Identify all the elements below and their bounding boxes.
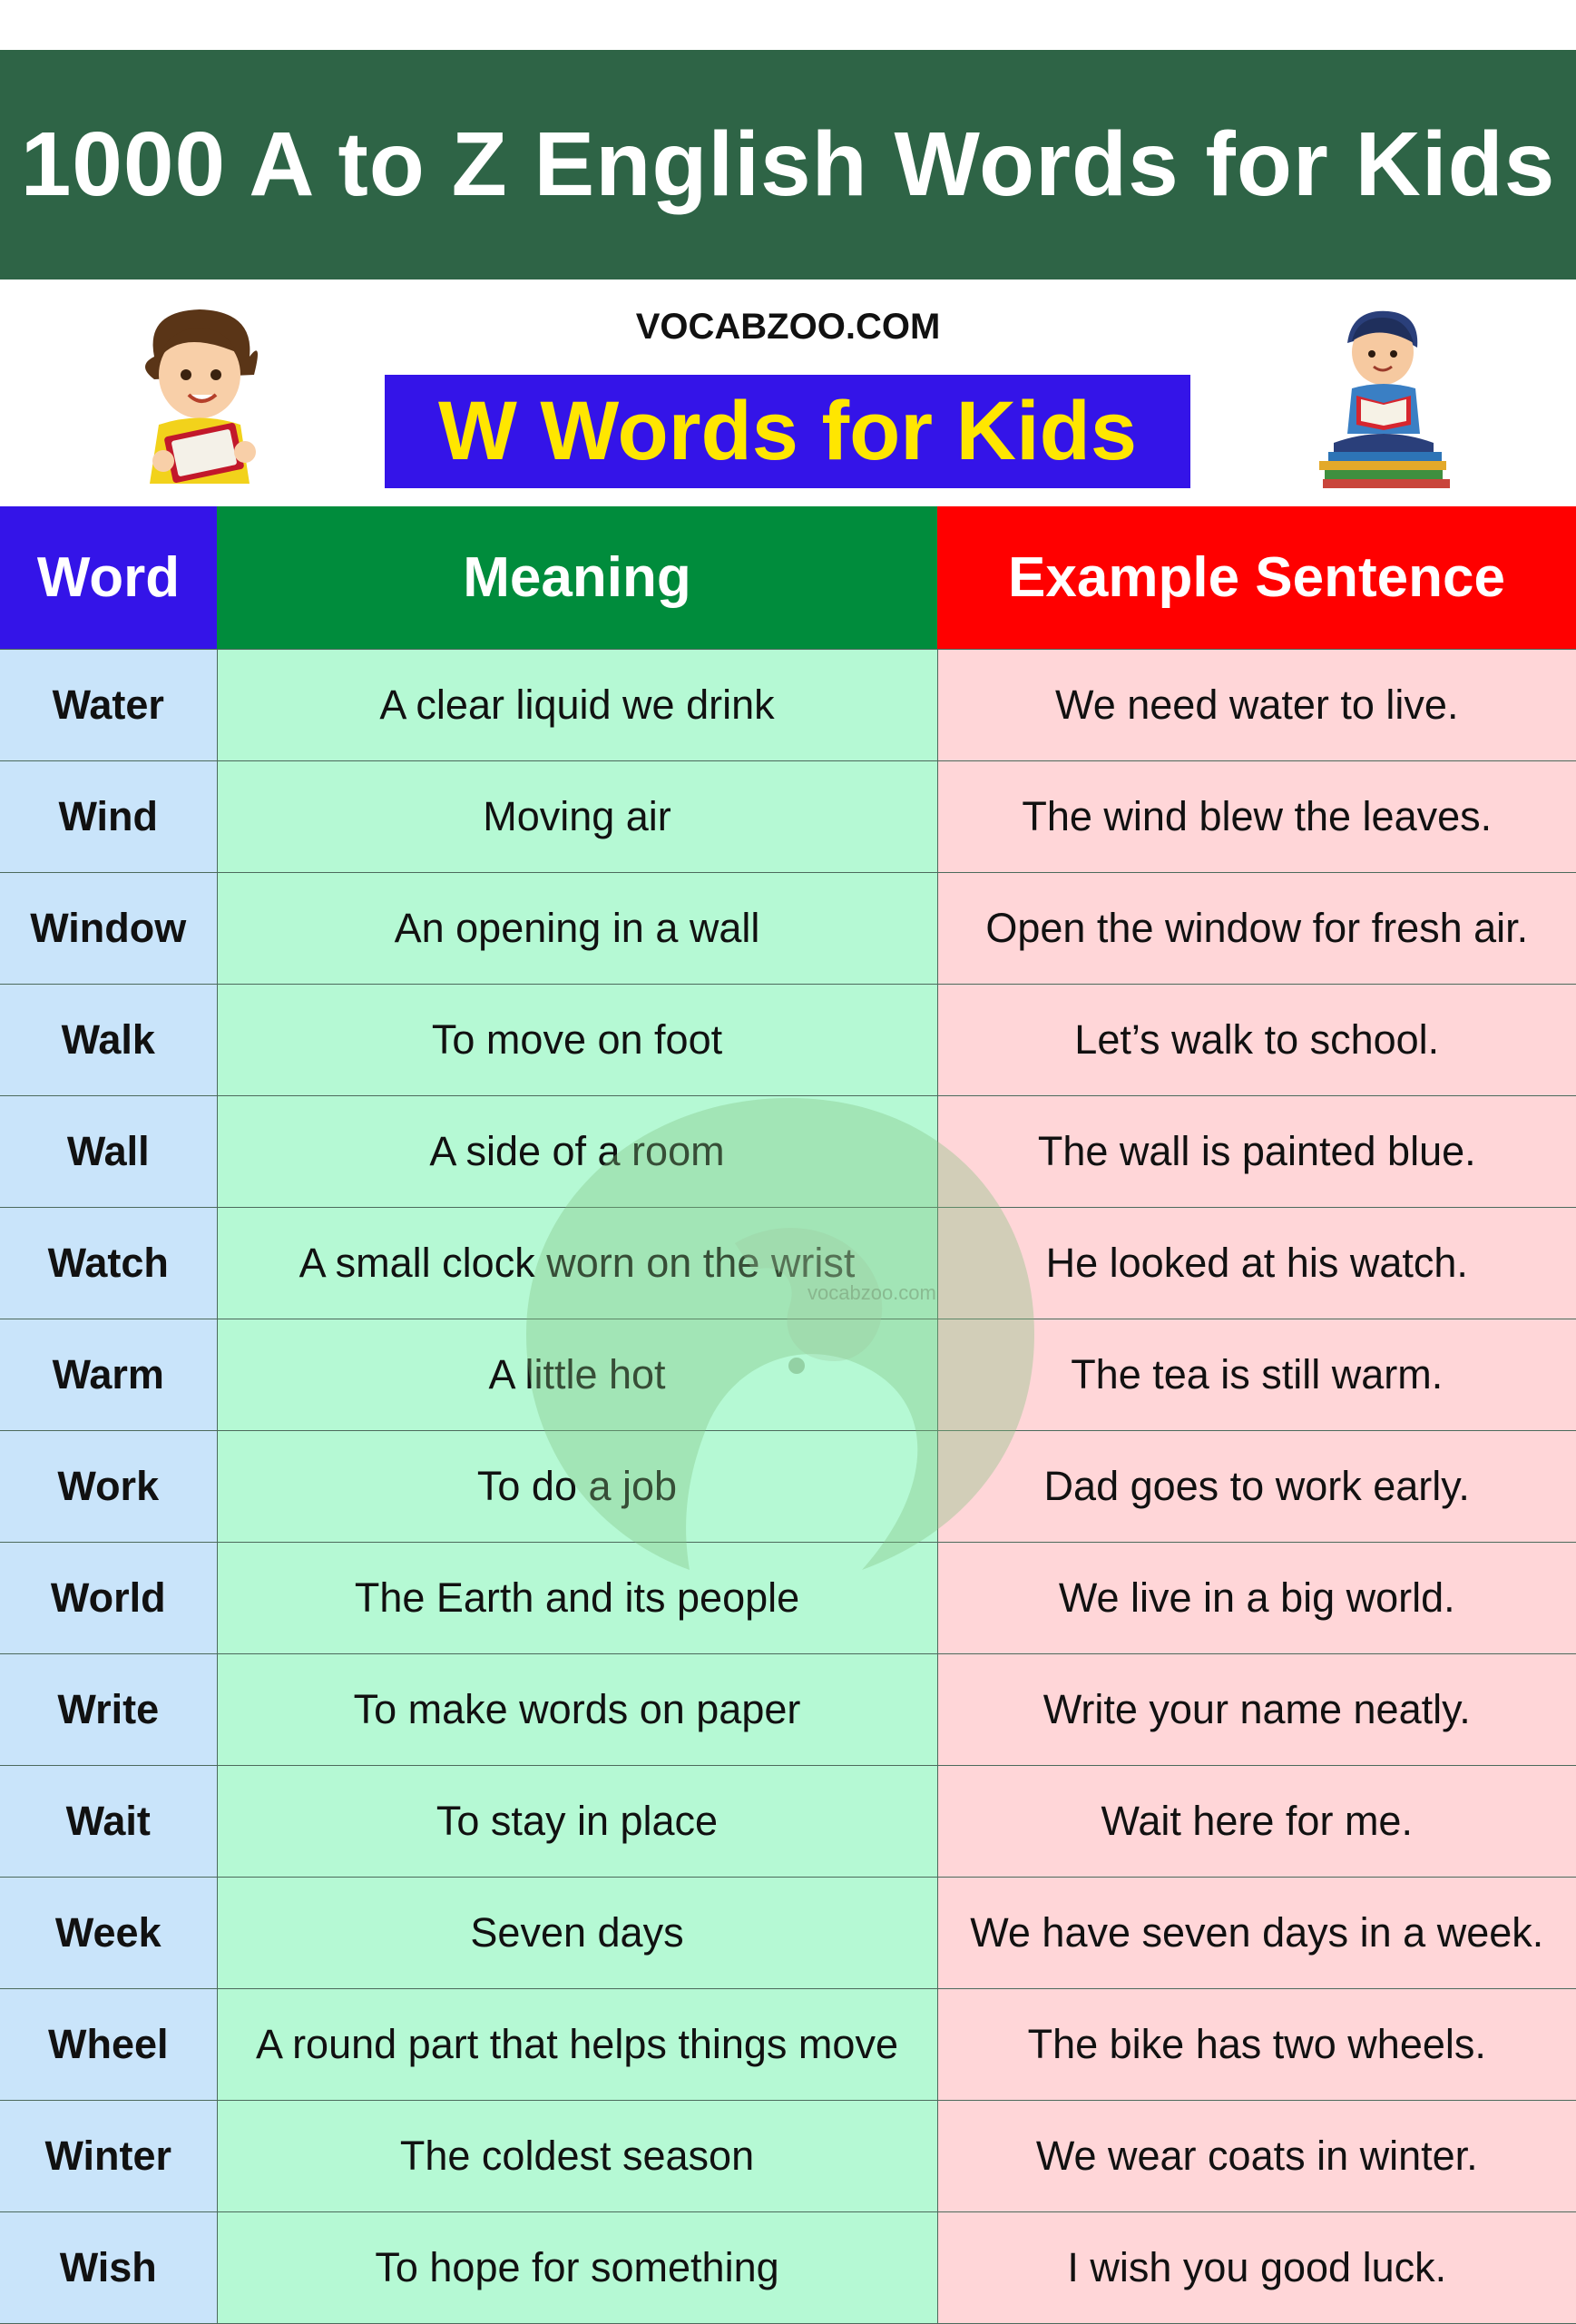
table-row: [0, 1654, 1576, 1766]
word-cell: Warm: [0, 1319, 217, 1431]
word-cell: Walk: [0, 985, 217, 1096]
page-title: 1000 A to Z English Words for Kids: [20, 113, 1556, 215]
word-cell: Wish: [0, 2212, 217, 2324]
meaning-cell: Seven days: [217, 1878, 937, 1989]
watermark-text: vocabzoo.com: [808, 1281, 936, 1304]
table-row: [0, 985, 1576, 1096]
meaning-cell: A small clock worn on the wrist: [217, 1208, 937, 1319]
word-cell: Winter: [0, 2101, 217, 2212]
top-margin: [0, 0, 1576, 50]
meaning-cell: A round part that helps things move: [217, 1989, 937, 2101]
example-cell: Dad goes to work early.: [937, 1431, 1576, 1543]
table-row: [0, 1543, 1576, 1654]
example-cell: I wish you good luck.: [937, 2212, 1576, 2324]
meaning-cell: A side of a room: [217, 1096, 937, 1208]
meaning-cell: A clear liquid we drink: [217, 650, 937, 761]
table-row: [0, 1989, 1576, 2101]
meaning-cell: Moving air: [217, 761, 937, 873]
word-cell: Watch: [0, 1208, 217, 1319]
header-word: Word: [0, 506, 217, 650]
meaning-cell: To hope for something: [217, 2212, 937, 2324]
table-row: [0, 2101, 1576, 2212]
table-row: [0, 1208, 1576, 1319]
table-header-row: [0, 506, 1576, 650]
meaning-cell: The Earth and its people: [217, 1543, 937, 1654]
word-cell: World: [0, 1543, 217, 1654]
table-row: [0, 1431, 1576, 1543]
word-cell: Wait: [0, 1766, 217, 1878]
table-row: [0, 2212, 1576, 2324]
meaning-cell: To do a job: [217, 1431, 937, 1543]
word-cell: Work: [0, 1431, 217, 1543]
table-row: [0, 761, 1576, 873]
meaning-cell: An opening in a wall: [217, 873, 937, 985]
meaning-cell: To stay in place: [217, 1766, 937, 1878]
table-row: [0, 1878, 1576, 1989]
meaning-cell: The coldest season: [217, 2101, 937, 2212]
table-row: [0, 1766, 1576, 1878]
example-cell: The wind blew the leaves.: [937, 761, 1576, 873]
table-row: [0, 650, 1576, 761]
kid-reading-illustration-right: [1307, 307, 1461, 493]
meaning-cell: To make words on paper: [217, 1654, 937, 1766]
example-cell: We live in a big world.: [937, 1543, 1576, 1654]
example-cell: The wall is painted blue.: [937, 1096, 1576, 1208]
word-cell: Water: [0, 650, 217, 761]
example-cell: We have seven days in a week.: [937, 1878, 1576, 1989]
example-cell: We wear coats in winter.: [937, 2101, 1576, 2212]
subtitle-box: [385, 375, 1190, 488]
example-cell: Wait here for me.: [937, 1766, 1576, 1878]
word-cell: Week: [0, 1878, 217, 1989]
subheader: [0, 279, 1576, 506]
word-cell: Window: [0, 873, 217, 985]
example-cell: Let’s walk to school.: [937, 985, 1576, 1096]
word-cell: Wind: [0, 761, 217, 873]
word-cell: Wall: [0, 1096, 217, 1208]
example-cell: The tea is still warm.: [937, 1319, 1576, 1431]
example-cell: We need water to live.: [937, 650, 1576, 761]
table-row: [0, 1319, 1576, 1431]
example-cell: He looked at his watch.: [937, 1208, 1576, 1319]
word-cell: Wheel: [0, 1989, 217, 2101]
table-row: [0, 873, 1576, 985]
example-cell: Open the window for fresh air.: [937, 873, 1576, 985]
header-meaning: Meaning: [217, 506, 937, 650]
table-row: [0, 1096, 1576, 1208]
meaning-cell: A little hot: [217, 1319, 937, 1431]
title-banner: [0, 50, 1576, 279]
meaning-cell: To move on foot: [217, 985, 937, 1096]
site-name: VOCABZOO.COM: [635, 307, 941, 347]
subtitle: W Words for Kids: [437, 385, 1138, 477]
example-cell: The bike has two wheels.: [937, 1989, 1576, 2101]
word-cell: Write: [0, 1654, 217, 1766]
example-cell: Write your name neatly.: [937, 1654, 1576, 1766]
header-example: Example Sentence: [937, 506, 1576, 650]
words-table: [0, 506, 1576, 2324]
